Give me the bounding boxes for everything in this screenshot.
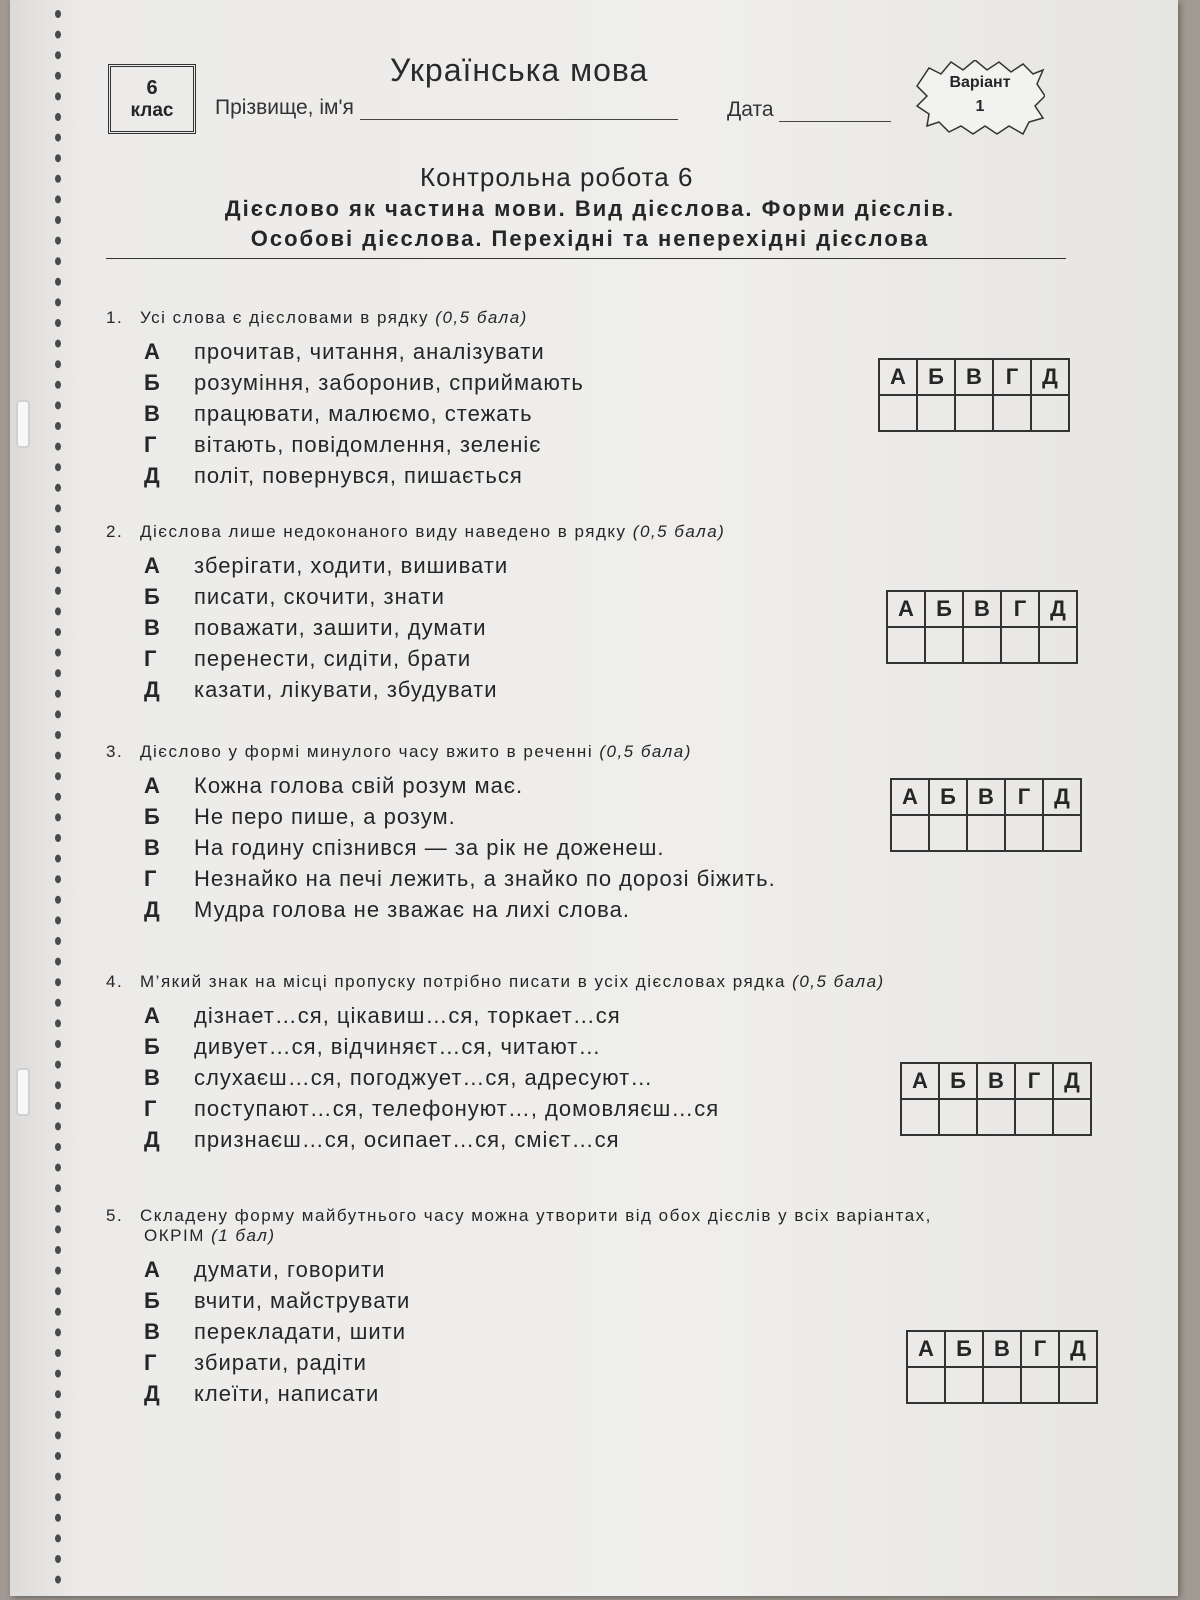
binding-hole [55, 587, 61, 595]
test-topic-line-1: Дієслово як частина мови. Вид дієслова. Форми дієслів. [224, 196, 956, 221]
option-letter: Д [144, 463, 161, 488]
option-text: На годину спізнився — за рік не доженеш. [194, 835, 665, 860]
binder-clip [16, 1068, 30, 1116]
grid-letter: А [891, 779, 929, 815]
name-field[interactable] [215, 96, 678, 120]
binding-hole [55, 813, 61, 821]
binding-hole [55, 504, 61, 512]
option-text: вчити, майструвати [194, 1288, 411, 1313]
option-letter: Г [144, 866, 158, 891]
answer-option [106, 460, 1126, 491]
option-text: слухаєш…ся, погоджует…ся, адресуют… [194, 1065, 654, 1090]
binding-hole [55, 546, 61, 554]
grid-letter: Г [1001, 591, 1039, 627]
binding-hole [55, 195, 61, 203]
binding-hole [55, 1143, 61, 1151]
grid-letter: Д [1053, 1063, 1091, 1099]
answer-cell[interactable] [1015, 1099, 1053, 1135]
grid-letter: В [955, 359, 993, 395]
question-prompt-continued [106, 1226, 1126, 1246]
option-text: перенести, сидіти, брати [194, 646, 472, 671]
question-points: (0,5 бала) [792, 972, 885, 991]
grid-letter: В [963, 591, 1001, 627]
grid-letter: В [967, 779, 1005, 815]
binding-hole [55, 1246, 61, 1254]
question-text: Дієслова лише недоконаного виду наведено в рядку [140, 522, 627, 541]
question-number: 1. [106, 308, 124, 327]
grid-letter: Д [1043, 779, 1081, 815]
option-text: працювати, малюємо, стежать [194, 401, 533, 426]
binding-hole [55, 855, 61, 863]
option-text: дізнает…ся, цікавиш…ся, торкает…ся [194, 1003, 621, 1028]
binding-hole [55, 1102, 61, 1110]
option-letter: Д [144, 1127, 161, 1152]
binding-hole [55, 216, 61, 224]
binding-hole [55, 1328, 61, 1336]
option-text: признаєш…ся, осипает…ся, смієт…ся [194, 1127, 620, 1152]
question-text: М’який знак на місці пропуску потрібно писати в усіх дієсловах рядка [140, 972, 786, 991]
binding-hole [55, 731, 61, 739]
question-prompt [106, 308, 1126, 328]
question-points: (0,5 бала) [632, 522, 726, 541]
option-letter: Г [144, 1096, 158, 1121]
answer-option [106, 894, 1126, 925]
grid-letter: В [977, 1063, 1015, 1099]
binding-hole [55, 649, 61, 657]
binding-hole [55, 319, 61, 327]
question-text: Дієслово у формі минулого часу вжито в реченні [140, 742, 594, 761]
question-number: 5. [106, 1206, 124, 1225]
binding-hole [55, 710, 61, 718]
answer-cell[interactable] [1053, 1099, 1091, 1135]
name-label: Прізвище, ім'я [215, 96, 354, 119]
binding-hole [55, 1040, 61, 1048]
grid-letter: Д [1059, 1331, 1097, 1367]
answer-cell[interactable] [917, 395, 955, 431]
question-points: (1 бал) [211, 1226, 276, 1245]
answer-cell[interactable] [939, 1099, 977, 1135]
binding-hole [55, 31, 61, 39]
option-text: клеїти, написати [194, 1381, 380, 1406]
binding-hole [55, 113, 61, 121]
answer-cell[interactable] [945, 1367, 983, 1403]
binding-hole [55, 1164, 61, 1172]
binding-hole [55, 793, 61, 801]
binding-hole [55, 1349, 61, 1357]
answer-cell[interactable] [901, 1099, 939, 1135]
option-text: зберігати, ходити, вишивати [194, 553, 509, 578]
grid-letter: А [879, 359, 917, 395]
answer-cell[interactable] [929, 815, 967, 851]
option-text: політ, повернувся, пишається [194, 463, 523, 488]
answer-option [106, 863, 1126, 894]
option-letter: Б [144, 1034, 161, 1059]
date-label: Дата [727, 98, 774, 121]
binder-clip [16, 400, 30, 448]
binding-hole [55, 1061, 61, 1069]
binding-hole [55, 51, 61, 59]
binding-hole [55, 1576, 61, 1584]
variant-number: 1 [975, 98, 985, 115]
grid-letter: Б [945, 1331, 983, 1367]
option-letter: Д [144, 897, 161, 922]
binding-hole [55, 1431, 61, 1439]
name-line[interactable] [360, 100, 678, 120]
variant-label: Варіант [949, 74, 1011, 91]
binding-hole [55, 298, 61, 306]
binding-hole [55, 1287, 61, 1295]
option-text: перекладати, шити [194, 1319, 407, 1344]
grid-letter: А [907, 1331, 945, 1367]
binding-hole [55, 607, 61, 615]
option-letter: А [144, 1257, 161, 1282]
header-divider [106, 258, 1066, 259]
date-field[interactable] [727, 98, 891, 122]
binding-hole [55, 1452, 61, 1460]
option-text: Незнайко на печі лежить, а знайко по дорозі біжить. [194, 866, 776, 891]
binding-hole [55, 484, 61, 492]
answer-grid-q2 [886, 590, 1078, 664]
option-letter: А [144, 1003, 161, 1028]
grid-letter: Б [917, 359, 955, 395]
answer-option [106, 1031, 1126, 1062]
binding-hole [55, 1267, 61, 1275]
question-text: Складену форму майбутнього часу можна утворити від обох дієслів у всіх варіантах, [140, 1206, 932, 1225]
answer-cell[interactable] [1031, 395, 1069, 431]
binding-hole [55, 896, 61, 904]
answer-option [106, 1285, 1126, 1316]
binding-hole [55, 175, 61, 183]
answer-cell[interactable] [907, 1367, 945, 1403]
binding-hole [55, 1225, 61, 1233]
option-letter: Б [144, 1288, 161, 1313]
option-text: вітають, повідомлення, зеленіє [194, 432, 542, 457]
option-text: прочитав, читання, аналізувати [194, 339, 545, 364]
binding-hole [55, 360, 61, 368]
binding-hole [55, 937, 61, 945]
option-text: Не перо пише, а розум. [194, 804, 456, 829]
grid-letter: А [887, 591, 925, 627]
binding-hole [55, 916, 61, 924]
answer-cell[interactable] [963, 627, 1001, 663]
binding-hole [55, 1081, 61, 1089]
option-text: поважати, зашити, думати [194, 615, 487, 640]
answer-cell[interactable] [983, 1367, 1021, 1403]
binding-hole [55, 958, 61, 966]
grid-letter: Б [925, 591, 963, 627]
subject-title: Українська мова [390, 52, 649, 88]
binding-hole [55, 834, 61, 842]
binding-hole [55, 525, 61, 533]
binding-hole [55, 340, 61, 348]
answer-cell[interactable] [1001, 627, 1039, 663]
question-text-continued: ОКРІМ [144, 1226, 205, 1245]
binding-hole [55, 134, 61, 142]
option-letter: Д [144, 677, 161, 702]
binding-hole [55, 381, 61, 389]
option-letter: А [144, 773, 161, 798]
option-letter: В [144, 835, 161, 860]
option-letter: В [144, 1065, 161, 1090]
question-prompt [106, 972, 1126, 992]
binding-hole [55, 875, 61, 883]
option-letter: А [144, 553, 161, 578]
binding-hole [55, 690, 61, 698]
answer-grid-q3 [890, 778, 1082, 852]
answer-cell[interactable] [977, 1099, 1015, 1135]
option-text: дивует…ся, відчиняєт…ся, читают… [194, 1034, 602, 1059]
grade-number: 6 [146, 77, 158, 99]
answer-grid-q1 [878, 358, 1070, 432]
option-letter: Б [144, 804, 161, 829]
question-prompt [106, 1206, 1126, 1226]
answer-cell[interactable] [1021, 1367, 1059, 1403]
answer-option [106, 1000, 1126, 1031]
binding-hole [55, 1370, 61, 1378]
grid-letter: В [983, 1331, 1021, 1367]
option-letter: Б [144, 370, 161, 395]
binding-hole [55, 154, 61, 162]
binding-hole [55, 1473, 61, 1481]
binding-hole [55, 1411, 61, 1419]
grid-letter: Б [939, 1063, 977, 1099]
question-number: 2. [106, 522, 124, 541]
answer-cell[interactable] [1005, 815, 1043, 851]
binding-hole [55, 72, 61, 80]
answer-cell[interactable] [955, 395, 993, 431]
answer-cell[interactable] [1039, 627, 1077, 663]
binding-hole [55, 772, 61, 780]
option-text: казати, лікувати, збудувати [194, 677, 498, 702]
answer-cell[interactable] [993, 395, 1031, 431]
worksheet-page [10, 0, 1178, 1596]
grid-letter: А [901, 1063, 939, 1099]
answer-cell[interactable] [879, 395, 917, 431]
binding-hole [55, 978, 61, 986]
option-letter: В [144, 401, 161, 426]
answer-grid-q4 [900, 1062, 1092, 1136]
option-letter: Г [144, 646, 158, 671]
answer-cell[interactable] [967, 815, 1005, 851]
binding-hole [55, 1390, 61, 1398]
option-letter: В [144, 615, 161, 640]
binding-hole [55, 10, 61, 18]
option-text: розуміння, заборонив, сприймають [194, 370, 584, 395]
question-text: Усі слова є дієсловами в рядку [140, 308, 430, 327]
binding-hole [55, 1534, 61, 1542]
binding-hole [55, 669, 61, 677]
binding-hole [55, 401, 61, 409]
binding-hole [55, 237, 61, 245]
answer-option [106, 674, 1126, 705]
binding-hole [55, 463, 61, 471]
option-letter: В [144, 1319, 161, 1344]
date-line[interactable] [779, 104, 891, 122]
test-topic-line-2: Особові дієслова. Перехідні та неперехідні дієслова [250, 226, 930, 251]
binding-hole [55, 1514, 61, 1522]
binding-hole [55, 257, 61, 265]
grid-letter: Г [993, 359, 1031, 395]
binding-hole [55, 1184, 61, 1192]
grid-letter: Б [929, 779, 967, 815]
answer-cell[interactable] [925, 627, 963, 663]
answer-cell[interactable] [887, 627, 925, 663]
binding-hole [55, 1019, 61, 1027]
grid-letter: Д [1031, 359, 1069, 395]
option-text: Мудра голова не зважає на лихі слова. [194, 897, 630, 922]
option-text: писати, скочити, знати [194, 584, 445, 609]
answer-option [106, 550, 1126, 581]
question-number: 3. [106, 742, 124, 761]
binding-hole [55, 999, 61, 1007]
question-points: (0,5 бала) [435, 308, 528, 327]
grid-letter: Д [1039, 591, 1077, 627]
answer-cell[interactable] [1059, 1367, 1097, 1403]
answer-option [106, 1254, 1126, 1285]
binding-hole [55, 278, 61, 286]
option-letter: А [144, 339, 161, 364]
option-letter: Г [144, 1350, 158, 1375]
option-letter: Д [144, 1381, 161, 1406]
question-number: 4. [106, 972, 124, 991]
binding-hole [55, 752, 61, 760]
spiral-binding-holes [10, 0, 70, 1596]
option-letter: Г [144, 432, 158, 457]
option-text: думати, говорити [194, 1257, 386, 1282]
binding-hole [55, 566, 61, 574]
question-prompt [106, 522, 1126, 542]
answer-cell[interactable] [891, 815, 929, 851]
answer-option [106, 429, 1126, 460]
grade-box [108, 64, 196, 134]
grid-letter: Г [1021, 1331, 1059, 1367]
binding-hole [55, 1555, 61, 1563]
answer-cell[interactable] [1043, 815, 1081, 851]
binding-hole [55, 1493, 61, 1501]
option-text: поступают…ся, телефонуют…, домовляєш…ся [194, 1096, 720, 1121]
binding-hole [55, 443, 61, 451]
option-letter: Б [144, 584, 161, 609]
binding-hole [55, 422, 61, 430]
binding-hole [55, 628, 61, 636]
grid-letter: Г [1015, 1063, 1053, 1099]
grade-word: клас [130, 100, 174, 121]
option-text: Кожна голова свій розум має. [194, 773, 524, 798]
grid-letter: Г [1005, 779, 1043, 815]
option-text: збирати, радіти [194, 1350, 367, 1375]
question-points: (0,5 бала) [599, 742, 692, 761]
answer-grid-q5 [906, 1330, 1098, 1404]
variant-badge [915, 60, 1045, 135]
binding-hole [55, 1205, 61, 1213]
question-prompt [106, 742, 1126, 762]
binding-hole [55, 92, 61, 100]
binding-hole [55, 1308, 61, 1316]
test-title: Контрольна робота 6 [420, 162, 694, 192]
binding-hole [55, 1122, 61, 1130]
